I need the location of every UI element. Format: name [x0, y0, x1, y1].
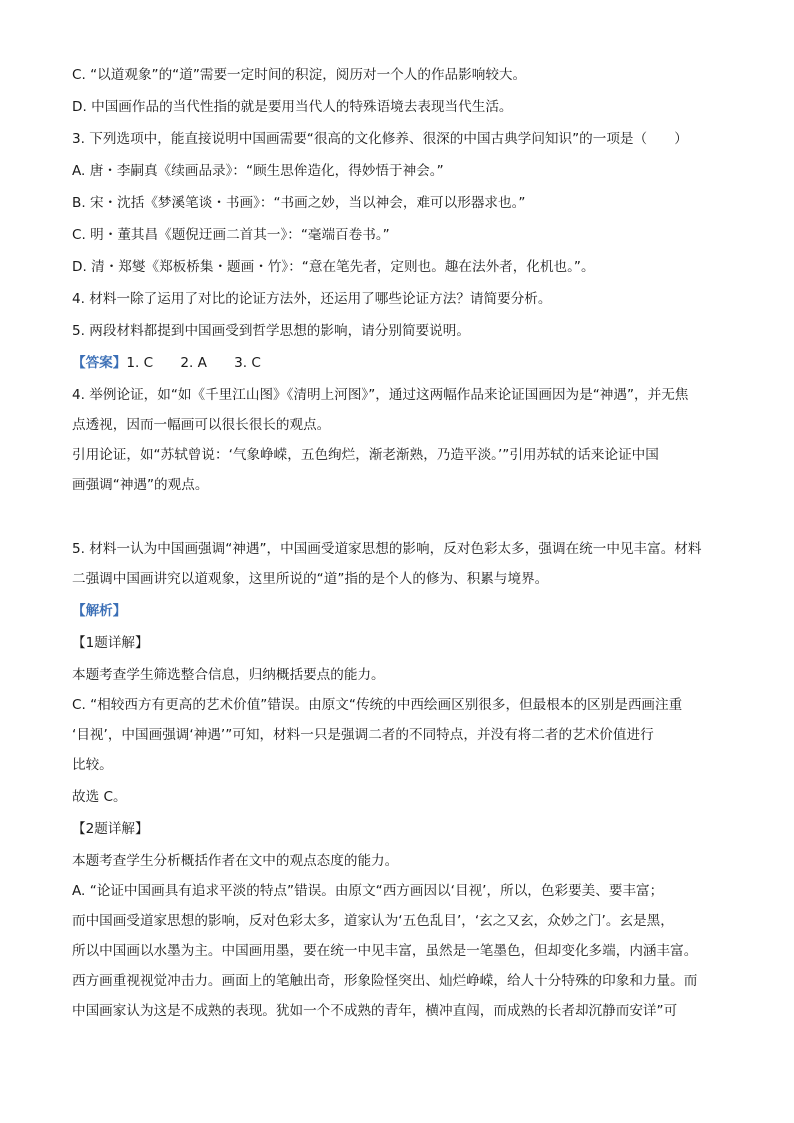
option-d-q1: D. 中国画作品的当代性指的就是要用当代人的特殊语境去表现当代生活。 [72, 99, 513, 115]
q1-choice: 故选 C。 [72, 789, 127, 805]
answer-line [72, 354, 261, 372]
question-3: 3. 下列选项中，能直接说明中国画需要“很高的文化修养、很深的中国古典学问知识”的一项是（ ） [72, 131, 688, 147]
q1-detail-heading: 【1题详解】 [72, 635, 149, 651]
option-c-q1: C. “以道观象”的“道”需要一定时间的积淀，阅历对一个人的作品影响较大。 [72, 67, 527, 83]
answer-tag: 【答案】 [72, 355, 127, 371]
answer-4-line-1: 4. 举例论证，如“如《千里江山图》《清明上河图》”，通过这两幅作品来论证国画因为是“神遇”，并无焦 [72, 387, 689, 403]
q2-detail-line-4: 西方画重视视觉冲击力。画面上的笔触出奇，形象险怪突出、灿烂峥嵘，给人十分特殊的印象和力量。而 [72, 973, 698, 989]
answer-4-line-2: 点透视，因而一幅画可以很长很长的观点。 [72, 417, 331, 433]
option-a-q3: A. 唐・李嗣真《续画品录》：“顾生思侔造化，得妙悟于神会。” [72, 163, 444, 179]
q1-detail-line-3: 比较。 [72, 757, 113, 773]
q2-detail-line-2: 而中国画受道家思想的影响，反对色彩太多，道家认为‘五色乱目’，‘玄之又玄，众妙之门’。玄是黑， [72, 913, 674, 929]
answer-5-line-2: 二强调中国画讲究以道观象，这里所说的“道”指的是个人的修为、积累与境界。 [72, 571, 549, 587]
q2-detail-heading: 【2题详解】 [72, 821, 149, 837]
question-5: 5. 两段材料都提到中国画受到哲学思想的影响，请分别简要说明。 [72, 323, 470, 339]
answer-4-line-4: 画强调“神遇”的观点。 [72, 477, 209, 493]
option-d-q3: D. 清・郑燮《郑板桥集・题画・竹》：“意在笔先者，定则也。趣在法外者，化机也。”。 [72, 259, 595, 275]
option-b-q3: B. 宋・沈括《梦溪笔谈・书画》：“书画之妙，当以神会，难可以形器求也。” [72, 195, 526, 211]
q2-detail-line-1: A. “论证中国画具有追求平淡的特点”错误。由原文“西方画因以‘目视’，所以，色彩要美、要丰富； [72, 883, 664, 899]
q1-detail-line-2: ‘目视’，中国画强调‘神遇’”可知，材料一只是强调二者的不同特点，并没有将二者的艺术价值进行 [72, 727, 654, 743]
q2-detail-line-5: 中国画家认为这是不成熟的表现。犹如一个不成熟的青年，横冲直闯，而成熟的长者却沉静而安详”可 [72, 1003, 678, 1019]
q2-detail-intro: 本题考查学生分析概括作者在文中的观点态度的能力。 [72, 853, 399, 869]
q1-detail-intro: 本题考查学生筛选整合信息，归纳概括要点的能力。 [72, 667, 385, 683]
answer-values: 1. C 2. A 3. C [126, 355, 261, 371]
question-4: 4. 材料一除了运用了对比的论证方法外，还运用了哪些论证方法？请简要分析。 [72, 291, 552, 307]
q1-detail-line-1: C. “相较西方有更高的艺术价值”错误。由原文“传统的中西绘画区别很多，但最根本的区别是西画注重 [72, 697, 683, 713]
answer-4-line-3: 引用论证，如“苏轼曾说：‘气象峥嵘，五色绚烂，渐老渐熟，乃造平淡。’”引用苏轼的话来论证中国 [72, 447, 659, 463]
option-c-q3: C. 明・董其昌《题倪迂画二首其一》：“毫端百卷书。” [72, 227, 390, 243]
analysis-tag: 【解析】 [72, 603, 127, 619]
answer-5-line-1: 5. 材料一认为中国画强调“神遇”，中国画受道家思想的影响，反对色彩太多，强调在统一中见丰富。材料 [72, 541, 702, 557]
q2-detail-line-3: 所以中国画以水墨为主。中国画用墨，要在统一中见丰富，虽然是一笔墨色，但却变化多端，内涵丰富。 [72, 943, 698, 959]
